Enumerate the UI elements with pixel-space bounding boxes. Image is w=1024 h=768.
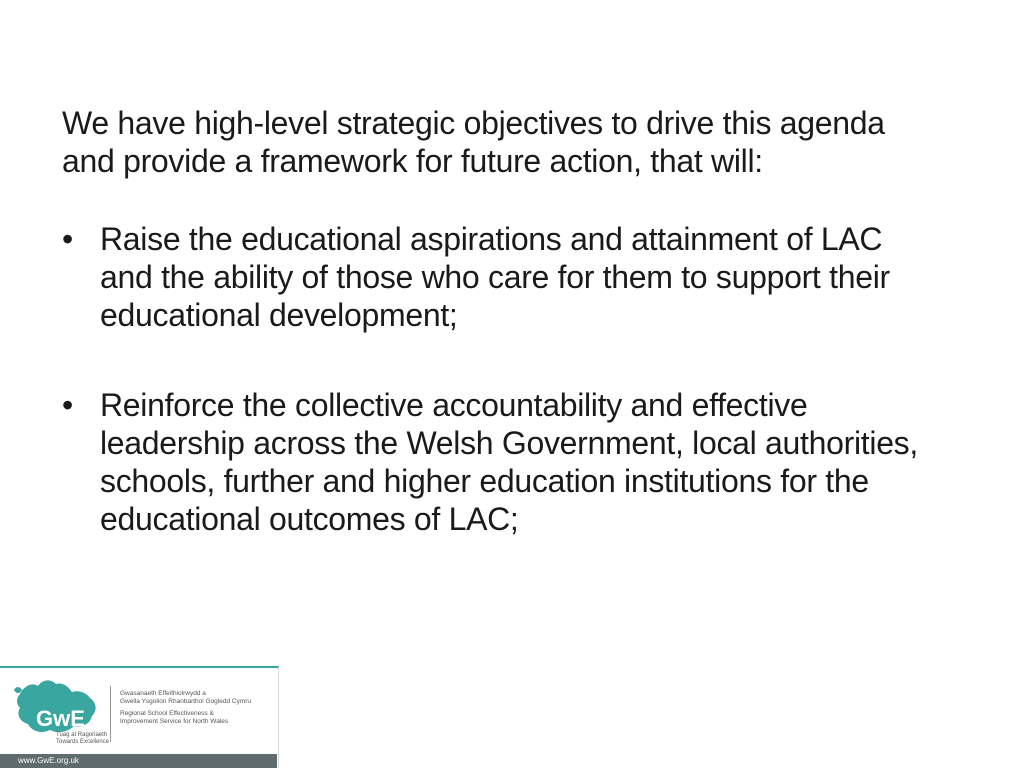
slide-content xyxy=(62,104,942,590)
english-line-1: Regional School Effectiveness & xyxy=(120,710,214,717)
intro-paragraph: We have high-level strategic objectives to drive this agenda and provide a framework for future action, that will: xyxy=(62,105,885,179)
welsh-line-1: Gwasanaeth Effeithiolrwydd a xyxy=(120,690,206,697)
bullet-item xyxy=(62,386,942,538)
bullet-text: Reinforce the collective accountability and effective leadership across the Welsh Government, local authorities, schools, further and higher education institutions for the educational outcomes of LAC; xyxy=(100,387,918,537)
welsh-line-2: Gwella Ysgolion Rhanbarthol Gogledd Cymru xyxy=(120,698,252,705)
bullet-list xyxy=(62,220,942,538)
bullet-item xyxy=(62,220,942,334)
gwe-logo xyxy=(0,666,279,768)
english-line-2: Improvement Service for North Wales xyxy=(120,718,229,725)
logo-description xyxy=(120,690,275,726)
bullet-marker: • xyxy=(62,387,73,423)
bullet-text: Raise the educational aspirations and attainment of LAC and the ability of those who care for them to support their educational development; xyxy=(100,221,890,333)
bullet-marker: • xyxy=(62,221,73,257)
logo-brand: GwE xyxy=(36,706,85,731)
logo-divider xyxy=(110,686,111,742)
logo-tagline: Tuag at Ragoriaeth Towards Excellence xyxy=(56,732,110,745)
logo-url[interactable]: www.GwE.org.uk xyxy=(0,754,277,768)
